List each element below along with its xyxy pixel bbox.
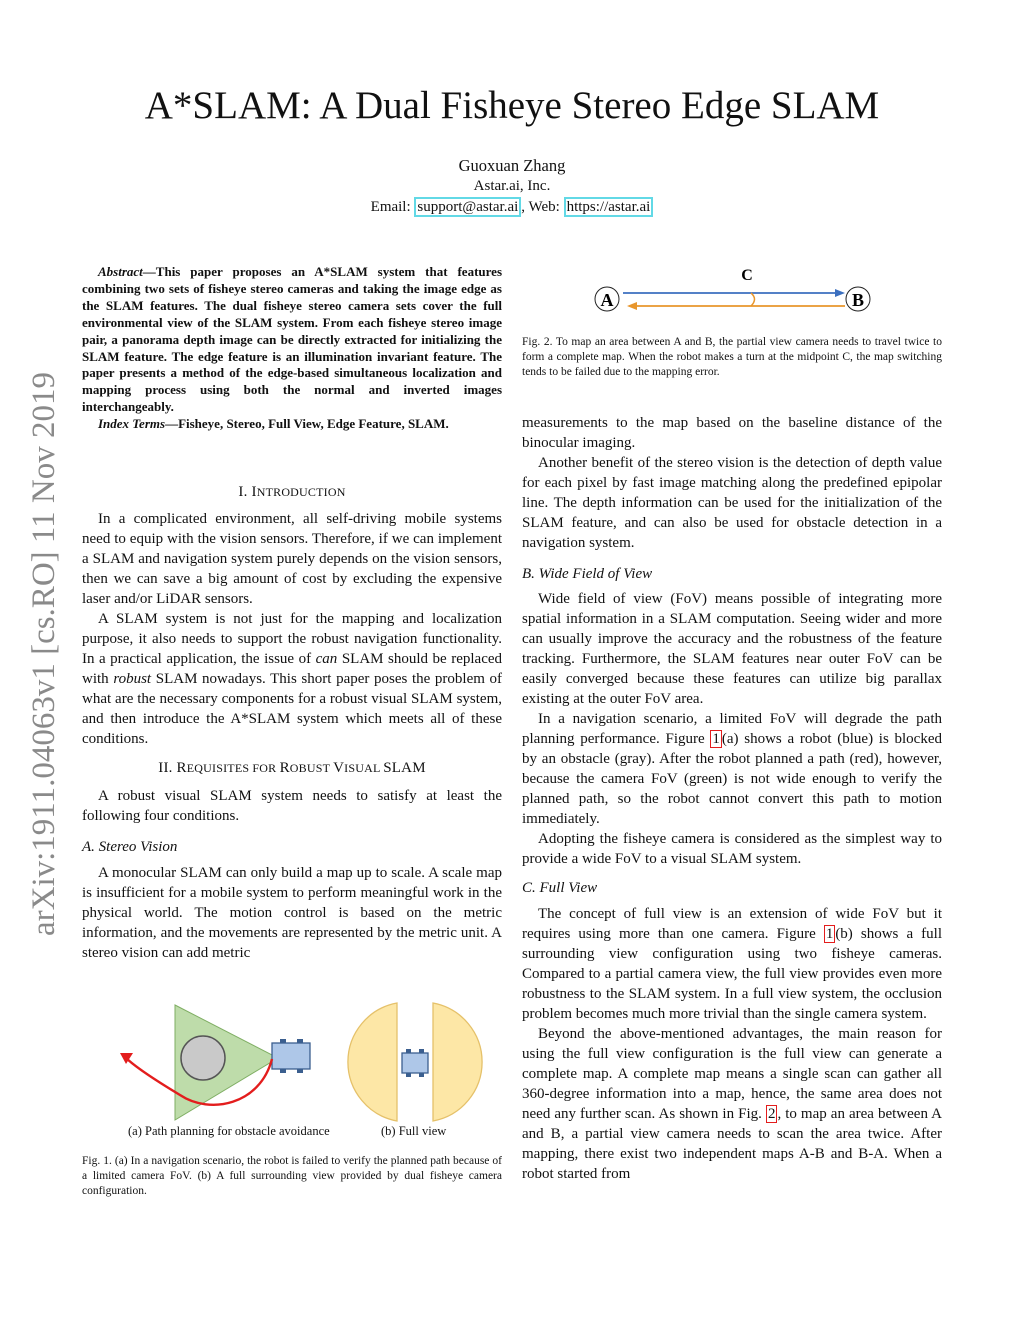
fisheye-view-right (433, 1003, 482, 1121)
email-link[interactable]: support@astar.ai (414, 197, 521, 217)
abstract-text: This paper proposes an A*SLAM system that features combining two sets of fisheye stereo cameras and taking the image edge as the SLAM features. The dual fisheye stereo camera sets cover the full environmental view of the SLAM system. From each fisheye stereo image pair, a panorama depth image can be directly extracted for initializing the SLAM feature. The edge feature is an illumination invariant feature. The paper presents a method of the edge-based simultaneous localization and mapping process using both the normal and inverted images interchangeably. (82, 264, 502, 415)
robot-left-wheel (297, 1069, 303, 1073)
robot-left-wheel (297, 1039, 303, 1043)
section-heading-introduction (82, 484, 502, 501)
fig1-subcaption-b: (b) Full view (381, 1124, 447, 1138)
abstract-dash: — (142, 264, 156, 279)
abstract (82, 264, 502, 416)
arxiv-stamp (12, 348, 68, 948)
stereo-paragraph-1: A monocular SLAM can only build a map up to scale. A scale map is insufficient for a mobile system to perform meaningful work in the physical world. The motion control is based on the metric information, and the movements are represented by the metric unit. A stereo vision can add metric (82, 865, 502, 961)
subsection-heading-full: C. Full View (522, 880, 598, 896)
robot-left (272, 1043, 310, 1069)
section-title-part: R (176, 760, 187, 776)
robot-right-wheel (406, 1073, 411, 1077)
figure-2-caption-wrap (522, 335, 942, 380)
wide-paragraph-2 (522, 709, 942, 829)
section-title-rest: NTRODUCTION (256, 485, 346, 499)
contact-line (0, 199, 1024, 216)
intro-paragraph-1: In a complicated environment, all self-driving mobile systems need to equip with the vision sensors. Therefore, if we can implement a SLAM and navigation system purely depends on the vision sensors, then we can save a big amount of cost by excluding the expensive laser and/or LiDAR sensors. (82, 511, 502, 607)
robot-right-wheel (419, 1049, 424, 1053)
full-paragraph-2 (522, 1024, 942, 1184)
contact-separator: , (521, 199, 526, 215)
section-title-initial: I (251, 484, 257, 500)
section-title-part: V (333, 760, 345, 776)
affiliation: Astar.ai, Inc. (473, 178, 551, 194)
intro-p2-part3: SLAM nowadays. This short paper poses the problem of what are the necessary components for a robust visual SLAM system, and then introduce the A*SLAM system which meets all of these conditions. (82, 671, 503, 747)
robot-right-wheel (419, 1073, 424, 1077)
intro-p2-part2: SLAM should be replaced with (82, 651, 503, 687)
figure-1-reference-link[interactable]: 1 (825, 926, 834, 942)
full-p2-part1: Beyond the above-mentioned advantages, the main reason for using the full view configuration is the full view can generate a complete map. A complete map means a single scan can gather all 360-degree information into a map, hence, the same area does not need any further scan. As shown in Fig. (522, 1026, 942, 1122)
figure-2-reference-link[interactable]: 2 (767, 1106, 776, 1122)
subsection-heading-stereo: A. Stereo Vision (82, 839, 178, 855)
robot-left-wheel (280, 1069, 286, 1073)
point-b-label: B (851, 290, 865, 310)
left-column (82, 264, 502, 433)
index-terms-text: Fisheye, Stereo, Full View, Edge Feature, SLAM. (178, 416, 449, 432)
fig1-subcaption-a: (a) Path planning for obstacle avoidance (128, 1124, 330, 1138)
requisites-body (82, 786, 502, 826)
wide-fov-body (522, 589, 942, 869)
wide-paragraph-1: Wide field of view (FoV) means possible of integrating more spatial information in a SLAM computation. Seeing wider and more can usually improve the accuracy and the robustness of the feature tracking. Furthermore, the SLAM features near outer FoV can be easily converged because these features can utilize big parallax existing at the outer FoV area. (522, 591, 942, 707)
introduction-body (82, 509, 502, 749)
section-title-part: EQUISITES FOR (186, 761, 280, 775)
section-number: I. (238, 484, 248, 500)
full-view-body (522, 904, 942, 1184)
robot-right-wheel (406, 1049, 411, 1053)
intro-paragraph-2 (82, 609, 502, 749)
forward-arrowhead (835, 289, 845, 297)
figure-1-caption: Fig. 1. (a) In a navigation scenario, the robot is failed to verify the planned path because of a limited camera FoV. (b) A full surrounding view provided by dual fisheye camera configuration. (82, 1155, 502, 1197)
figure-2-caption: Fig. 2. To map an area between A and B, the partial view camera needs to travel twice to form a complete map. When the robot makes a turn at the midpoint C, the map switching tends to be failed due to the mapping error. (522, 336, 942, 378)
stereo-body (82, 863, 502, 963)
index-terms (82, 416, 502, 433)
requisites-paragraph: A robust visual SLAM system needs to satisfy at least the following four conditions. (82, 788, 502, 824)
web-label: Web: (528, 199, 560, 215)
full-p1-part1: The concept of full view is an extension of wide FoV but it requires using more than one camera. Figure (522, 906, 942, 942)
point-c-label: C (741, 267, 753, 284)
index-terms-label: Index Terms (98, 416, 166, 432)
arxiv-id: arXiv:1911.04063v1 [cs.RO] 11 Nov 2019 (26, 372, 62, 936)
section-heading-requisites (82, 760, 502, 777)
author-name: Guoxuan Zhang (458, 156, 566, 175)
intro-p2-can: can (315, 651, 338, 667)
section-title-part: R (279, 760, 290, 776)
subsection-heading-wide: B. Wide Field of View (522, 566, 653, 582)
section-number: II. (158, 760, 173, 776)
web-link[interactable]: https://astar.ai (564, 197, 654, 217)
subsection-stereo-vision (82, 837, 502, 857)
full-p1-part2: (b) shows a full surrounding view configuration using two fisheye cameras. Compared to a partial camera view, the full view provides even more robustness to the SLAM system. In a full view system, the occlusion problem becomes much more trivial than the single camera system. (522, 926, 942, 1022)
figure-1-graphic (100, 995, 500, 1125)
email-label: Email: (370, 199, 411, 215)
full-paragraph-1 (522, 904, 942, 1024)
section-title-part: SLAM (383, 760, 426, 776)
robot-left-wheel (280, 1039, 286, 1043)
section-title-part: OBUST (289, 761, 334, 775)
right-column-body-1 (522, 413, 942, 553)
figure-1-reference-link[interactable]: 1 (712, 731, 720, 747)
turn-arc (751, 293, 755, 306)
full-p2-part2: , to map an area between A and B, a partial view camera needs to scan the area twice. After mapping, there exist two independent maps A-B and B-A. When a robot started from (522, 1106, 942, 1182)
backward-arrowhead (627, 302, 637, 310)
stereo-paragraph-2: Another benefit of the stereo vision is the detection of depth value for each pixel by fast image matching along the predefined epipolar line. The depth information can be used for the initialization of the SLAM feature, and can also be used for obstacle detection in a navigation system. (522, 455, 942, 551)
intro-p2-robust: robust (113, 671, 152, 687)
abstract-label: Abstract (98, 264, 143, 279)
wide-paragraph-3: Adopting the fisheye camera is considered as the simplest way to provide a wide FoV to a visual SLAM system. (522, 831, 942, 867)
robot-right (402, 1053, 428, 1073)
figure-1-caption-wrap (82, 1154, 502, 1199)
obstacle-circle (181, 1036, 225, 1080)
index-terms-dash: — (165, 416, 179, 432)
figure-2-graphic (575, 262, 895, 320)
wide-p2-part1: In a navigation scenario, a limited FoV will degrade the path planning performance. Figure (522, 711, 942, 747)
subsection-wide-fov (522, 564, 942, 584)
point-a-label: A (600, 290, 614, 310)
wide-p2-part2: (a) shows a robot (blue) is blocked by an obstacle (gray). After the robot planned a path (red), however, because the camera FoV (green) is not wide enough to verify the planned path, so the robot cannot convert this path to motion immediately. (522, 731, 942, 827)
paper-title: A*SLAM: A Dual Fisheye Stereo Edge SLAM (144, 84, 880, 127)
fisheye-view-left (348, 1003, 397, 1121)
intro-p2-part1: A SLAM system is not just for the mapping and localization purpose, it also needs to support the robust navigation functionality. In a practical application, the issue of (82, 611, 502, 667)
stereo-paragraph-continued: measurements to the map based on the baseline distance of the binocular imaging. (522, 415, 942, 451)
subsection-full-view (522, 878, 942, 898)
section-title-part: ISUAL (344, 761, 384, 775)
